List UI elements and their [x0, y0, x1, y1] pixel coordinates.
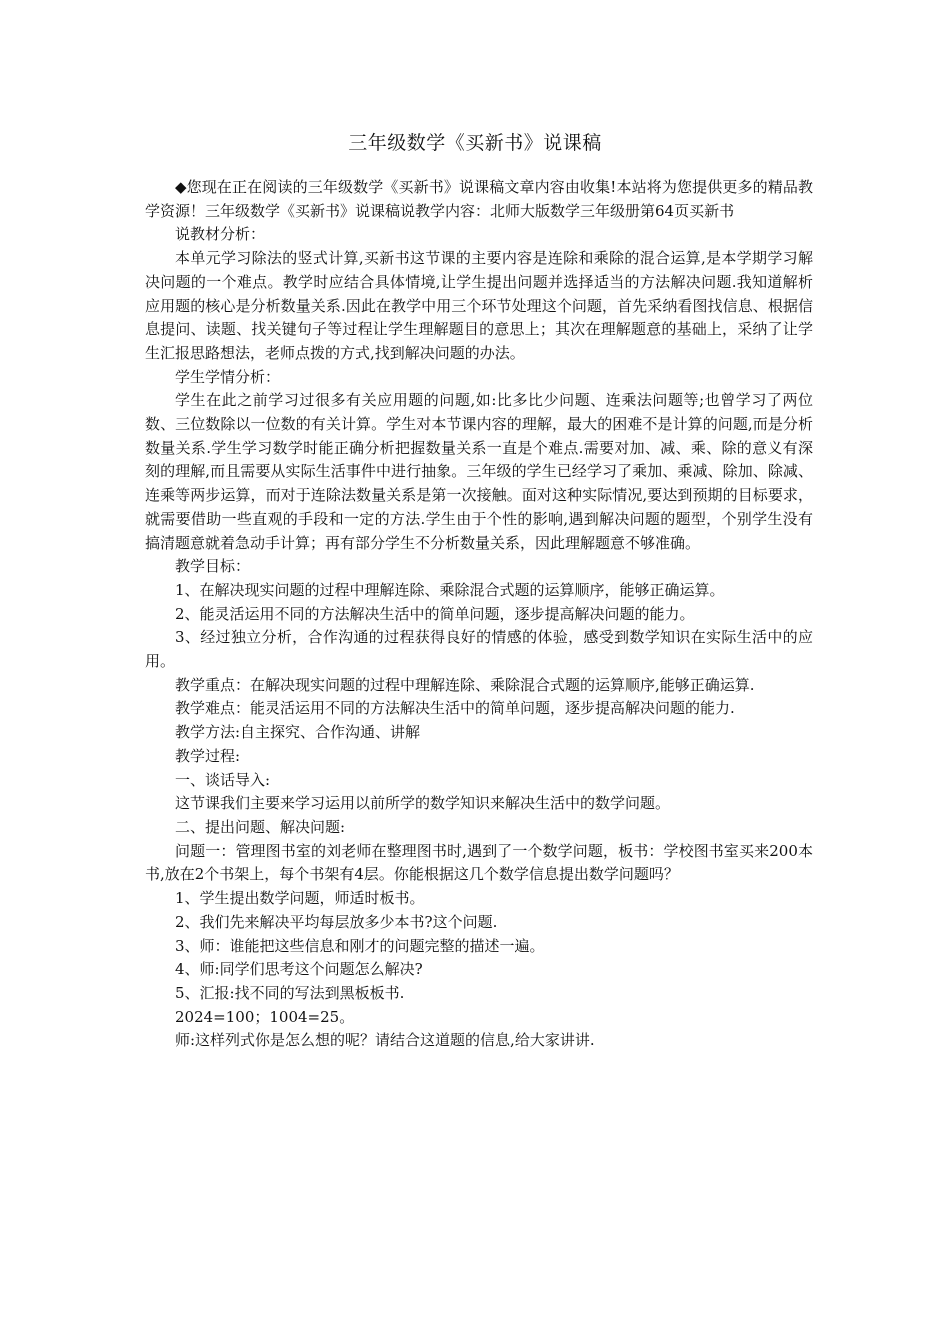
- heading-teaching-goals: 教学目标：: [175, 557, 251, 576]
- document-body: [145, 176, 813, 1053]
- step-item-4: 4、师:同学们思考这个问题怎么解决?: [175, 960, 423, 979]
- step-item-1: 1、学生提出数学问题，师适时板书。: [175, 889, 425, 908]
- paragraph-intro: ◆您现在正在阅读的三年级数学《买新书》说课稿文章内容由收集!本站将为您提供更多的精品教学资源！三年级数学《买新书》说课稿说教学内容：北师大版数学三年级册第64页买新书: [145, 178, 813, 220]
- goal-item-1: 1、在解决现实问题的过程中理解连除、乘除混合式题的运算顺序，能够正确运算。: [175, 580, 725, 599]
- goal-item-2: 2、能灵活运用不同的方法解决生活中的简单问题，逐步提高解决问题的能力。: [175, 604, 695, 623]
- step-item-2: 2、我们先来解决平均每层放多少本书?这个问题.: [175, 912, 498, 931]
- paragraph-key-points: 教学重点：在解决现实问题的过程中理解连除、乘除混合式题的运算顺序,能够正确运算.: [175, 675, 755, 694]
- paragraph-introduction: 这节课我们主要来学习运用以前所学的数学知识来解决生活中的数学问题。: [175, 794, 671, 813]
- step-item-5: 5、汇报:找不同的写法到黑板板书.: [175, 983, 405, 1002]
- paragraph-teacher-question: 师:这样列式你是怎么想的呢？请结合这道题的信息,给大家讲讲.: [175, 1031, 595, 1050]
- paragraph-difficulties: 教学难点：能灵活运用不同的方法解决生活中的简单问题，逐步提高解决问题的能力.: [175, 699, 735, 718]
- step-item-3: 3、师：谁能把这些信息和刚才的问题完整的描述一遍。: [175, 936, 545, 955]
- equation-line: 2024=100；1004=25。: [175, 1007, 355, 1026]
- paragraph-student-analysis: 学生在此之前学习过很多有关应用题的问题,如:比多比少问题、连乘法问题等;也曾学习了两位数、三位数除以一位数的有关计算。学生对本节课内容的理解，最大的困难不是计算的问题,而是分析数量关系.学生学习数学时能正确分析把握数量关系一直是个难点.需要对加、减、乘、除的意义有深刻的理解,而且需要从实际生活事件中进行抽象。三年级的学生已经学习了乘加、乘减、除加、除减、连乘等两步运算，而对于连除法数量关系是第一次接触。面对这种实际情况,要达到预期的目标要求，就需要借助一些直观的手段和一定的方法.学生由于个性的影响,遇到解决问题的题型，个别学生没有搞清题意就着急动手计算；再有部分学生不分析数量关系，因此理解题意不够准确。: [145, 391, 813, 552]
- heading-problem-solving: 二、提出问题、解决问题:: [175, 817, 346, 836]
- paragraph-textbook-analysis: 本单元学习除法的竖式计算,买新书这节课的主要内容是连除和乘除的混合运算,是本学期学习解决问题的一个难点。教学时应结合具体情境,让学生提出问题并选择适当的方法解决问题.我知道解析应用题的核心是分析数量关系.因此在教学中用三个环节处理这个问题，首先采纳看图找信息、根据信息提问、读题、找关键句子等过程让学生理解题目的意思上；其次在理解题意的基础上，采纳了让学生汇报思路想法，老师点拨的方式,找到解决问题的办法。: [145, 249, 813, 362]
- paragraph-methods: 教学方法:自主探究、合作沟通、讲解: [175, 723, 421, 742]
- paragraph-problem-one: 问题一：管理图书室的刘老师在整理图书时,遇到了一个数学问题，板书：学校图书室买来200本书,放在2个书架上，每个书架有4层。你能根据这几个数学信息提出数学问题吗？: [145, 841, 813, 884]
- goal-item-3: 3、经过独立分析，合作沟通的过程获得良好的情感的体验，感受到数学知识在实际生活中的应用。: [145, 628, 813, 671]
- document-title: 三年级数学《买新书》说课稿: [348, 132, 602, 154]
- heading-teaching-process: 教学过程:: [175, 746, 241, 765]
- heading-student-analysis: 学生学情分析：: [175, 367, 281, 386]
- heading-textbook-analysis: 说教材分析：: [175, 225, 266, 244]
- heading-introduction: 一、谈话导入:: [175, 770, 271, 789]
